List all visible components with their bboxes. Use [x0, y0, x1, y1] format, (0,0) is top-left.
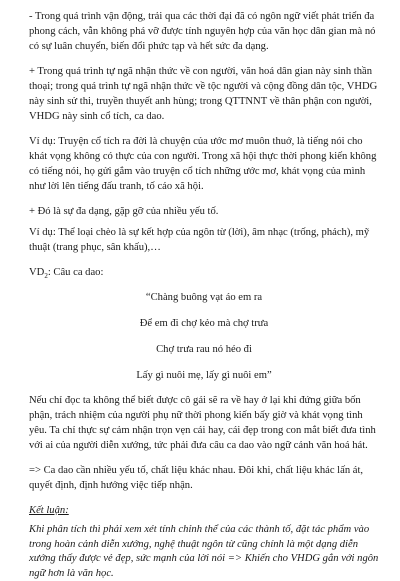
paragraph-cheo-example: Ví dụ: Thể loại chèo là sự kết hợp của ngôn từ (lời), âm nhạc (trống, phách), mỹ thuật (trang phục, sân khấu),… [29, 227, 370, 253]
paragraph-fairy-tale-example: Ví dụ: Truyện cổ tích ra đời là chuyện của ước mơ muôn thuở, là tiếng nói cho khát vọng không có thực của con người. Trong xã hội thực thời phong kiến không có tiếng nói, họ gửi gắm vào truyện cổ tích những ước mơ, khát vọng của mình như lời lên tiếng đấu tranh, tố cáo xã hội. [29, 136, 377, 192]
paragraph-transmission: - Trong quá trình vận động, trải qua các thời đại đã có ngôn ngữ viết phát triển đa phong cách, vẫn không phá vỡ được tính nguyên hợp của văn học dân gian mà nó có sự luân chuyển, biến đổi phức tạp và hết sức đa dạng. [29, 11, 376, 52]
folk-verse [29, 290, 379, 383]
verse-line: Để em đi chợ kẻo mà chợ trưa [139, 318, 269, 329]
document-page [29, 9, 379, 581]
paragraph-verse-conclusion: => Ca dao cần nhiều yếu tố, chất liệu khác nhau. Đôi khi, chất liệu khác lấn át, quyết định, định hướng việc tiếp nhận. [29, 465, 364, 491]
verse-line: Lấy gì nuôi mẹ, lấy gì nuôi em” [136, 370, 272, 381]
verse-line: “Chàng buông vạt áo em ra [145, 292, 263, 303]
example-prefix: VD [29, 267, 45, 278]
verse-line: Chợ trưa rau nó héo đi [156, 344, 252, 355]
example-suffix: : Câu ca dao: [47, 267, 104, 278]
conclusion-heading: Kết luận: [29, 505, 69, 516]
paragraph-self-awareness: + Trong quá trình tự ngã nhận thức về con người, văn hoá dân gian này sinh thần thoại; trong quá trình tự ngã nhận thức về tộc người và cộng đồng dân tộc, VHDG này sinh sử thi, truyền thuyết anh hùng; trong QTTNNT về thân phận con người, VHDG này sinh cổ tích, ca dao. [29, 66, 378, 122]
paragraph-verse-analysis: Nếu chỉ đọc ta không thể biết được cô gái sẽ ra về hay ở lại khi đứng giữa bốn phận, trách nhiệm của người phụ nữ thời phong kiến bấy giờ và khát vọng tình yêu. Ta chỉ thực sự cảm nhận trọn vẹn cái hay, cái đẹp trong con mắt biết đưa tình với ai của người diễn xướng, tức phải đưa câu ca dao vào ngữ cảnh văn hoá hát. [29, 395, 376, 451]
paragraph-folk-verse-intro [29, 265, 379, 280]
example-subscript: 2 [44, 272, 48, 281]
conclusion-text: Khi phân tích thì phải xem xét tính chỉnh thể của các thành tố, đặt tác phẩm vào trong hoàn cảnh diễn xướng, nghệ thuật ngôn từ cũng chính là một dạng diễn xướng thấy được vẻ đẹp, sức mạnh của lời nói => Khiến cho VHDG gắn với ngôn ngữ hơn là văn học. [29, 524, 379, 579]
paragraph-diversity: + Đó là sự đa dạng, gặp gỡ của nhiều yếu tố. [29, 206, 219, 217]
